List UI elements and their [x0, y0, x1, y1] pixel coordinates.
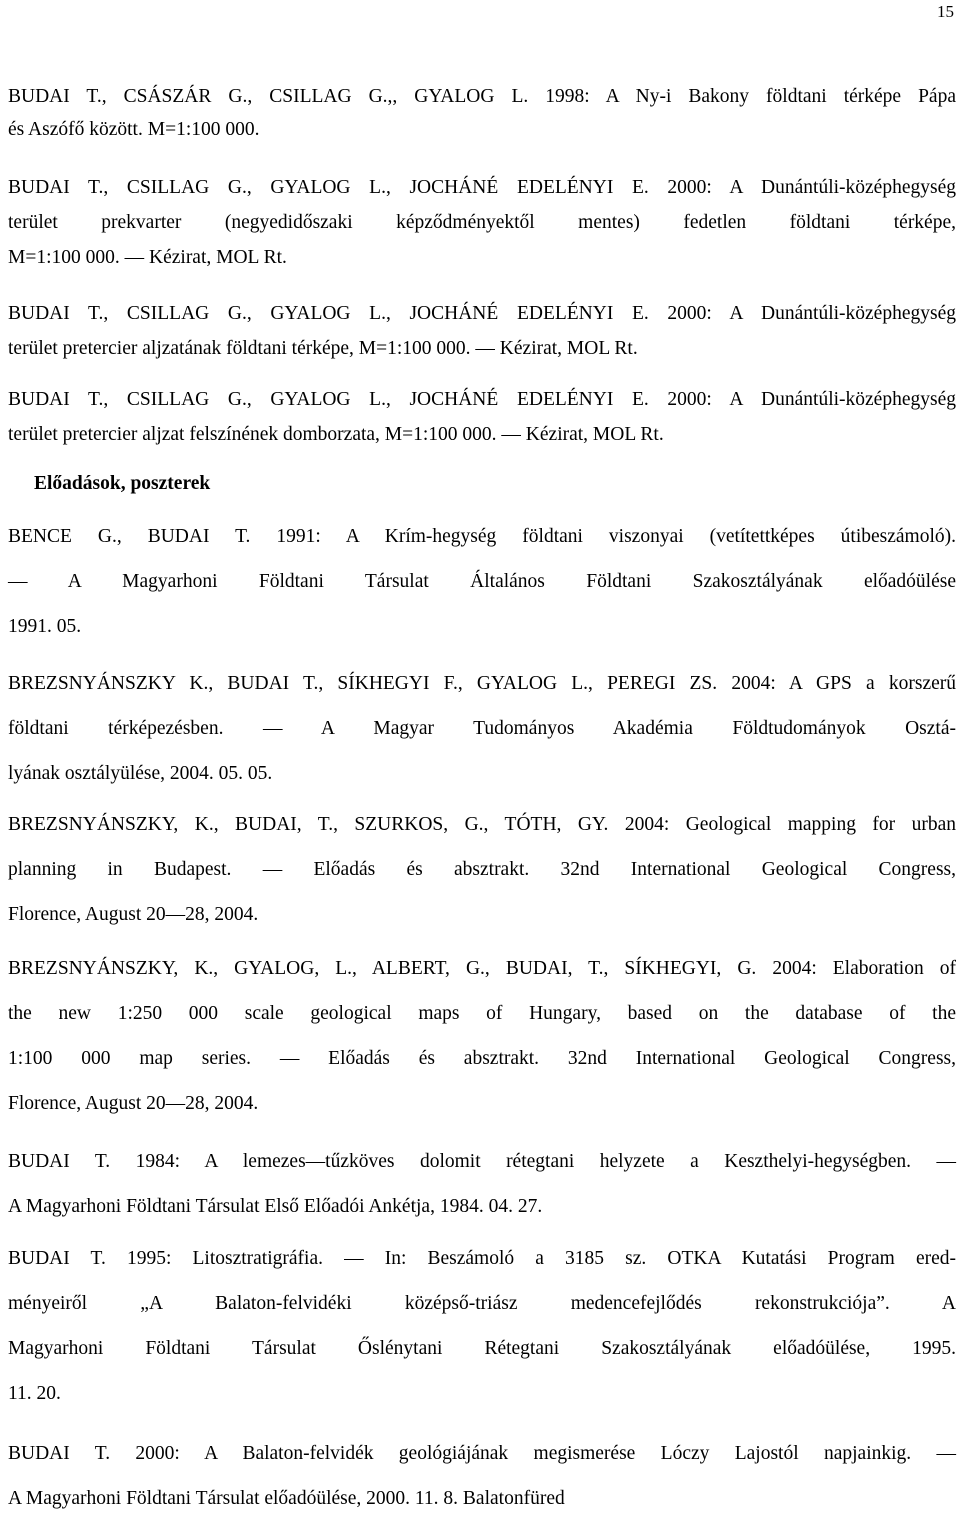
entry-line: és Aszófő között. M=1:100 000.: [8, 119, 260, 140]
reference-entry: [8, 661, 956, 796]
entry-line: BREZSNYÁNSZKY K., BUDAI T., SÍKHEGYI F., GYALOG L., PEREGI ZS. 2004: A GPS a korszerű: [8, 673, 956, 694]
entry-line: Florence, August 20—28, 2004.: [8, 904, 259, 925]
entry-line: M=1:100 000. — Kézirat, MOL Rt.: [8, 247, 287, 268]
entry-line: BUDAI T., CSILLAG G., GYALOG L., JOCHÁNÉ EDELÉNYI E. 2000: A Dunántúli-középhegység: [8, 177, 956, 198]
section-heading: Előadások, poszterek: [34, 473, 211, 494]
entry-line: földtani térképezésben. — A Magyar Tudományos Akadémia Földtudományok Osztá-: [8, 718, 956, 739]
reference-entry: [8, 80, 956, 146]
entry-line: 1991. 05.: [8, 616, 82, 637]
reference-entry: [8, 946, 956, 1126]
reference-entry: [8, 802, 956, 937]
reference-entry: [8, 514, 956, 649]
reference-entry: [8, 382, 956, 452]
entry-line: planning in Budapest. — Előadás és absztrakt. 32nd International Geological Congress,: [8, 859, 956, 880]
entry-line: 1:100 000 map series. — Előadás és absztrakt. 32nd International Geological Congress,: [8, 1048, 956, 1069]
entry-line: lyának osztályülése, 2004. 05. 05.: [8, 763, 273, 784]
reference-entry: [8, 1139, 956, 1229]
entry-line: BUDAI T. 2000: A Balaton-felvidék geológiájának megismerése Lóczy Lajostól napjainkig. —: [8, 1443, 956, 1464]
entry-line: the new 1:250 000 scale geological maps of Hungary, based on the database of the: [8, 1003, 956, 1024]
page-number: 15: [937, 2, 954, 21]
reference-entry: [8, 170, 956, 275]
entry-line: Florence, August 20—28, 2004.: [8, 1093, 259, 1114]
entry-line: BUDAI T., CSÁSZÁR G., CSILLAG G.,, GYALOG L. 1998: A Ny-i Bakony földtani térképe Pápa: [8, 86, 956, 107]
reference-entry: [8, 1236, 956, 1416]
entry-line: A Magyarhoni Földtani Társulat Első Előadói Ankétja, 1984. 04. 27.: [8, 1196, 543, 1217]
entry-line: terület pretercier aljzatának földtani térképe, M=1:100 000. — Kézirat, MOL Rt.: [8, 338, 638, 359]
entry-line: BUDAI T. 1995: Litosztratigráfia. — In: Beszámoló a 3185 sz. OTKA Kutatási Program ered-: [8, 1248, 956, 1269]
entry-line: BUDAI T., CSILLAG G., GYALOG L., JOCHÁNÉ EDELÉNYI E. 2000: A Dunántúli-középhegység: [8, 389, 956, 410]
entry-line: BUDAI T. 1984: A lemezes—tűzköves dolomit rétegtani helyzete a Keszthelyi-hegységben. —: [8, 1151, 956, 1172]
entry-line: Magyarhoni Földtani Társulat Őslénytani Rétegtani Szakosztályának előadóülése, 1995.: [8, 1338, 956, 1359]
entry-line: A Magyarhoni Földtani Társulat előadóülése, 2000. 11. 8. Balatonfüred: [8, 1488, 565, 1509]
entry-line: BENCE G., BUDAI T. 1991: A Krím-hegység földtani viszonyai (vetítettképes útibeszámoló).: [8, 526, 956, 547]
entry-line: terület prekvarter (negyedidőszaki képződményektől mentes) fedetlen földtani térképe,: [8, 212, 956, 233]
entry-line: terület pretercier aljzat felszínének domborzata, M=1:100 000. — Kézirat, MOL Rt.: [8, 424, 664, 445]
entry-line: BUDAI T., CSILLAG G., GYALOG L., JOCHÁNÉ EDELÉNYI E. 2000: A Dunántúli-középhegység: [8, 303, 956, 324]
entry-line: BREZSNYÁNSZKY, K., BUDAI, T., SZURKOS, G., TÓTH, GY. 2004: Geological mapping for urban: [8, 814, 956, 835]
reference-entry: [8, 1431, 956, 1521]
entry-line: BREZSNYÁNSZKY, K., GYALOG, L., ALBERT, G., BUDAI, T., SÍKHEGYI, G. 2004: Elaboration of: [8, 958, 956, 979]
entry-line: ményeiről „A Balaton-felvidéki középső-triász medencefejlődés rekonstrukciója”. A: [8, 1293, 956, 1314]
entry-line: 11. 20.: [8, 1383, 61, 1404]
entry-line: — A Magyarhoni Földtani Társulat Általános Földtani Szakosztályának előadóülése: [8, 571, 956, 592]
reference-entry: [8, 296, 956, 366]
